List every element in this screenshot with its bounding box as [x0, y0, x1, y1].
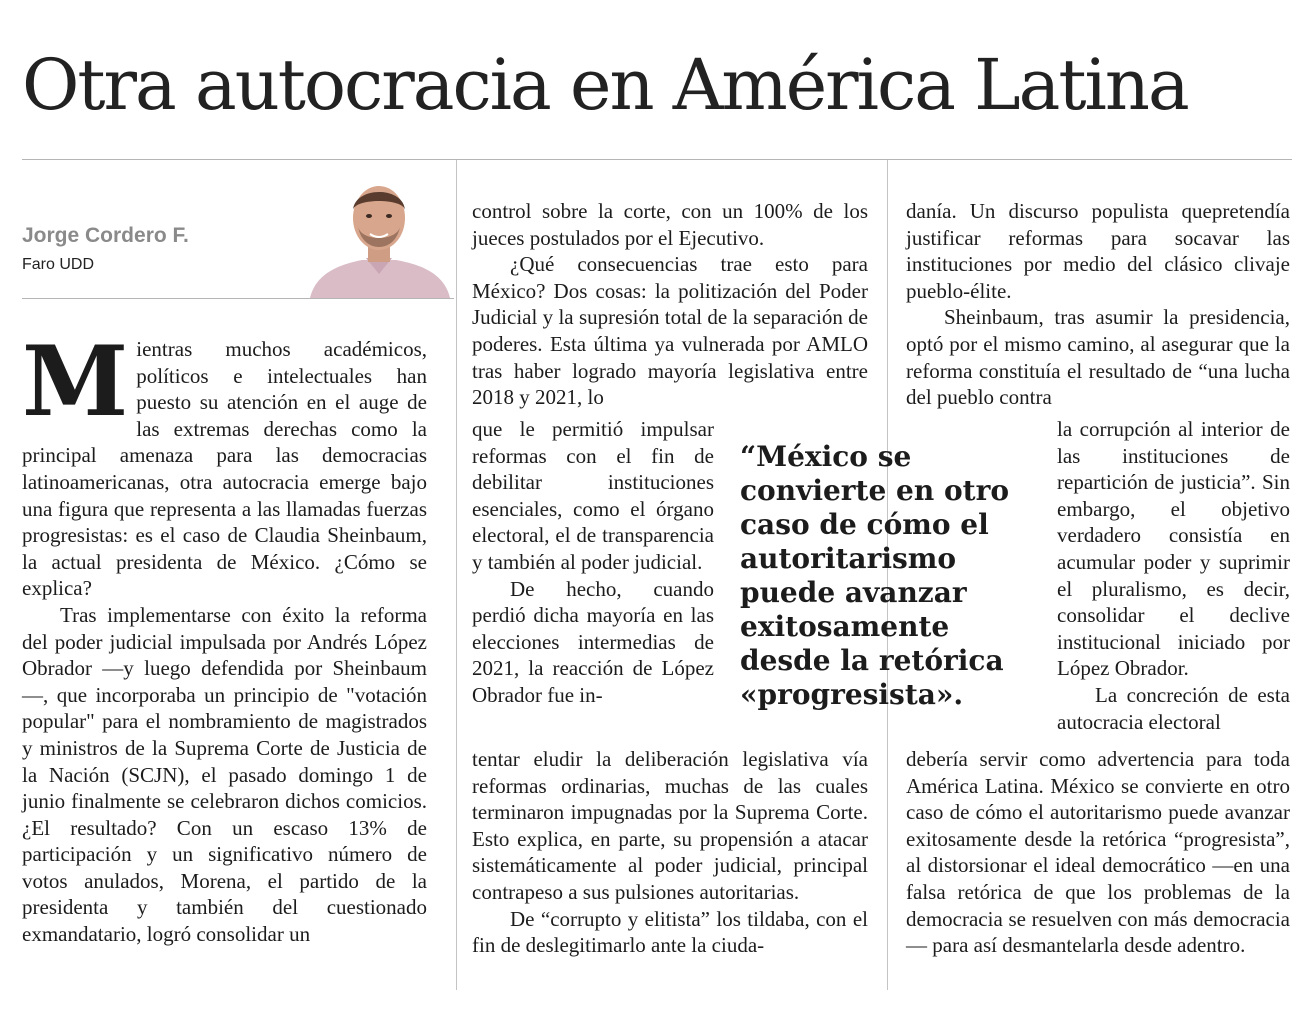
column-1 — [22, 325, 427, 948]
column-3-middle — [1057, 416, 1290, 735]
byline-rule — [22, 298, 454, 299]
column-divider-left — [456, 160, 457, 990]
column-2-middle — [472, 416, 714, 709]
paragraph-text: ientras muchos académicos, políticos e intelectuales han puesto su atención en el auge de las extremas derechas como la principal amenaza para las democracias latinoamericanas, otra autocracia emerge bajo una figura que representa a las llamadas fuerzas progresistas: es el caso de Claudia Sheinbaum, la actual presidenta de México. ¿Cómo se explica? — [22, 337, 427, 601]
author-byline — [22, 170, 454, 298]
paragraph: ¿Qué consecuencias trae esto para México? Dos cosas: la politización del Poder Judicial y la supresión total de la separación de poderes. Esta última ya vulnerada por AMLO tras haber logrado mayoría legislativa entre 2018 y 2021, lo — [472, 252, 868, 410]
pull-quote: “México se convierte en otro caso de cómo el autoritarismo puede avanzar exitosamente desde la retórica «progresista». — [740, 440, 1010, 711]
paragraph: De hecho, cuando perdió dicha mayoría en las elecciones intermedias de 2021, la reacción de López Obrador fue in- — [472, 576, 714, 707]
author-photo — [306, 174, 452, 298]
paragraph: Tras implementarse con éxito la reforma del poder judicial impulsada por Andrés López Obrador —y luego defendida por Sheinbaum—, que incorporaba un principio de "votación popular" para el nombramiento de magistrados y ministros de la Suprema Corte de Justicia de la Nación (SCJN), el pasado domingo 1 de junio finalmente se celebraron dichos comicios. ¿El resultado? Con un escaso 13% de participación y un significativo número de votos anulados, Morena, el partido de la presidenta y también del cuestionado exmandatario, logró consolidar un — [22, 602, 427, 947]
drop-cap: M — [22, 325, 129, 438]
paragraph: De “corrupto y elitista” los tildaba, con el fin de deslegitimarlo ante la ciuda- — [472, 906, 868, 958]
paragraph: La concreción de esta autocracia electoral — [1057, 682, 1290, 734]
headline-rule — [22, 159, 1292, 160]
author-name: Jorge Cordero F. — [22, 224, 189, 247]
column-2-top — [472, 198, 868, 411]
paragraph: debería servir como advertencia para toda América Latina. México se convierte en otro caso de cómo el autoritarismo puede avanzar exitosamente desde la retórica “progresista”, al distorsionar el ideal democrático —en una falsa retórica de que los problemas de la democracia se resuelven con más democracia— para así desmantelarla desde adentro. — [906, 747, 1290, 958]
paragraph: que le permitió impulsar reformas con el fin de debilitar instituciones esenciales, como el órgano electoral, el de transparencia y también al poder judicial. — [472, 417, 714, 574]
paragraph: la corrupción al interior de las instituciones de repartición de justicia”. Sin embargo, el objetivo verdadero consistía en acumular poder y suprimir el pluralismo, es decir, consolidar el declive institucional iniciado por López Obrador. — [1057, 417, 1290, 681]
column-3-bottom — [906, 746, 1290, 959]
author-affiliation: Faro UDD — [22, 256, 95, 273]
paragraph: danía. Un discurso populista quepretendía justificar reformas para socavar las instituciones por medio del clásico clivaje pueblo-élite. — [906, 199, 1290, 303]
column-2-bottom — [472, 746, 868, 959]
paragraph — [22, 325, 427, 602]
paragraph: tentar eludir la deliberación legislativa vía reformas ordinarias, muchas de las cuales terminaron impugnadas por la Suprema Corte. Esto explica, en parte, su propensión a atacar sistemáticamente al poder judicial, principal contrapeso a sus pulsiones autoritarias. — [472, 747, 868, 904]
paragraph: control sobre la corte, con un 100% de los jueces postulados por el Ejecutivo. — [472, 199, 868, 250]
headline: Otra autocracia en América Latina — [22, 44, 1188, 126]
column-3-top — [906, 198, 1290, 411]
paragraph: Sheinbaum, tras asumir la presidencia, optó por el mismo camino, al asegurar que la reforma constituía el resultado de “una lucha del pueblo contra — [906, 305, 1290, 410]
